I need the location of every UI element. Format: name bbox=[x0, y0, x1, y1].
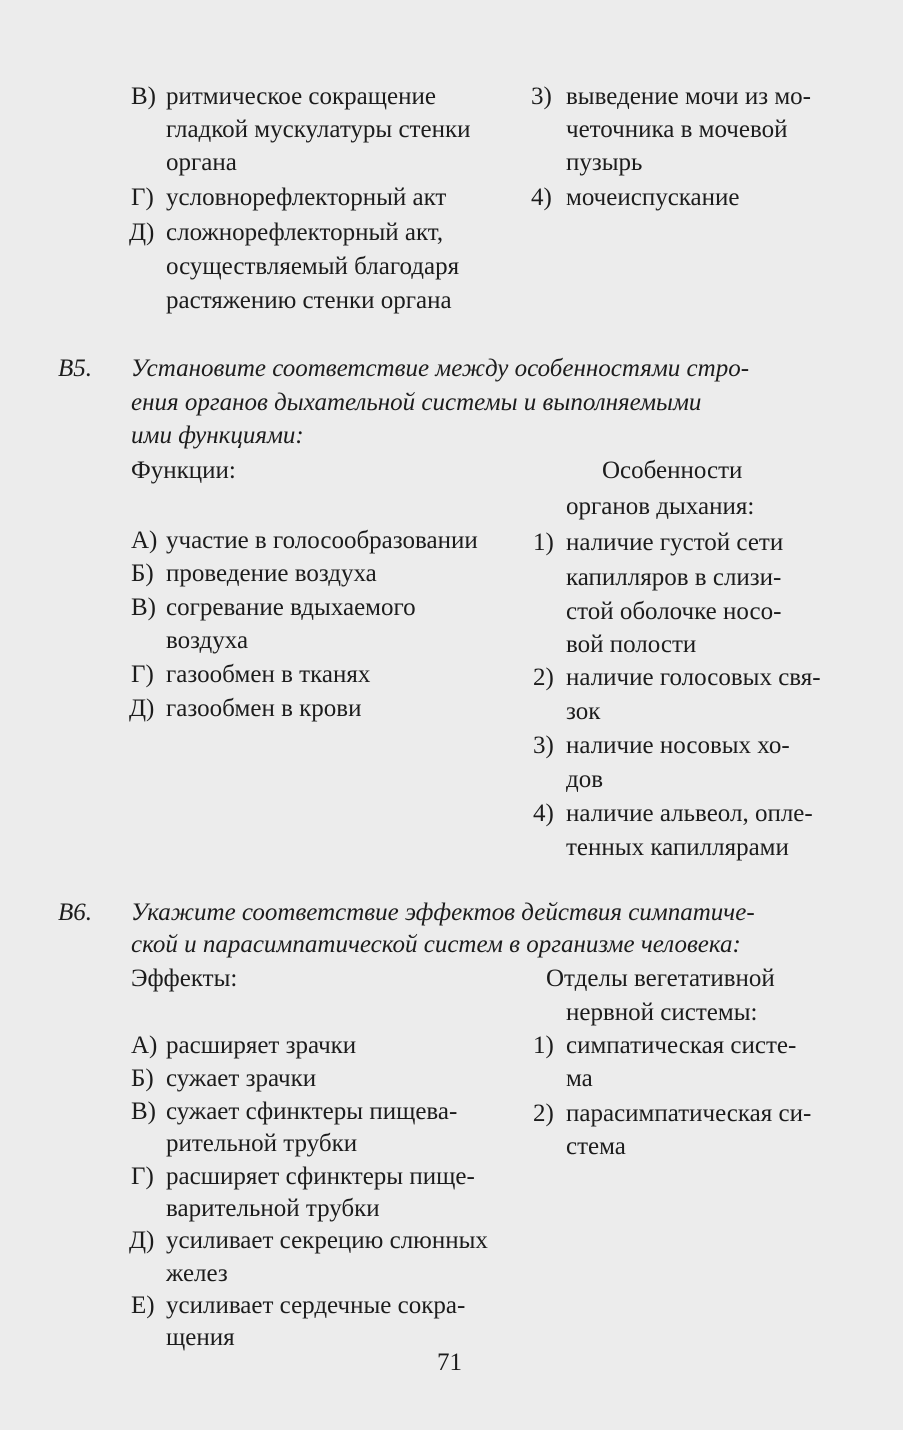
item-label: Д) bbox=[129, 1227, 155, 1254]
item-text-line: газообмен в тканях bbox=[166, 661, 371, 688]
item-label: Г) bbox=[131, 661, 154, 688]
item-text-line: согревание вдыхаемого bbox=[166, 594, 416, 621]
item-text-line: гладкой мускулатуры стенки bbox=[166, 116, 471, 143]
question-text-line: ской и парасимпатической систем в организме человека: bbox=[131, 931, 741, 958]
item-text-line: газообмен в крови bbox=[166, 695, 362, 722]
item-text-line: желез bbox=[166, 1260, 228, 1287]
item-text-line: расширяет зрачки bbox=[166, 1032, 357, 1059]
question-text-line: ения органов дыхательной системы и выполняемыми bbox=[131, 389, 702, 416]
item-label: 4) bbox=[531, 184, 552, 211]
item-text-line: зок bbox=[566, 698, 601, 725]
item-text-line: сужает сфинктеры пищева- bbox=[166, 1098, 458, 1125]
item-label: В) bbox=[131, 594, 156, 621]
item-label: 4) bbox=[533, 800, 554, 827]
item-text-line: органа bbox=[166, 149, 237, 176]
item-text-line: рительной трубки bbox=[166, 1130, 358, 1157]
item-text-line: тенных капиллярами bbox=[566, 834, 789, 861]
right-column-header-line: Особенности bbox=[602, 457, 743, 484]
question-text-line: Установите соответствие между особенностями стро- bbox=[131, 355, 750, 382]
item-text-line: стой оболочке носо- bbox=[566, 598, 782, 625]
item-text-line: четочника в мочевой bbox=[566, 116, 788, 143]
item-label: Д) bbox=[129, 695, 155, 722]
item-label: Г) bbox=[131, 1163, 154, 1190]
item-text-line: воздуха bbox=[166, 627, 249, 654]
item-label: Б) bbox=[131, 1065, 154, 1092]
question-number: В5. bbox=[58, 355, 93, 382]
item-label: 1) bbox=[533, 529, 554, 556]
item-text-line: ритмическое сокращение bbox=[166, 83, 436, 110]
item-label: А) bbox=[131, 1032, 158, 1059]
item-text-line: мочеиспускание bbox=[566, 184, 740, 211]
item-text-line: дов bbox=[566, 766, 604, 793]
item-text-line: щения bbox=[166, 1324, 235, 1351]
item-text-line: сужает зрачки bbox=[166, 1065, 317, 1092]
left-column-header: Функции: bbox=[131, 457, 236, 484]
item-text-line: варительной трубки bbox=[166, 1195, 380, 1222]
item-label: В) bbox=[131, 83, 156, 110]
right-column-header-line: Отделы вегетативной bbox=[546, 965, 775, 992]
item-label: 1) bbox=[533, 1032, 554, 1059]
item-text-line: ма bbox=[566, 1065, 593, 1092]
question-number: В6. bbox=[58, 899, 93, 926]
item-text-line: симпатическая систе- bbox=[566, 1032, 797, 1059]
left-column-header: Эффекты: bbox=[131, 965, 238, 992]
item-label: 3) bbox=[533, 732, 554, 759]
item-text-line: стема bbox=[566, 1133, 626, 1160]
item-text-line: усиливает сердечные сокра- bbox=[166, 1292, 466, 1319]
item-label: 2) bbox=[533, 1100, 554, 1127]
item-text-line: растяжению стенки органа bbox=[166, 287, 452, 314]
item-text-line: пузырь bbox=[566, 149, 643, 176]
question-text-line: Укажите соответствие эффектов действия симпатиче- bbox=[131, 899, 755, 926]
page-number: 71 bbox=[437, 1349, 462, 1376]
item-text-line: наличие альвеол, опле- bbox=[566, 800, 813, 827]
item-text-line: наличие густой сети bbox=[566, 529, 784, 556]
item-text-line: сложнорефлекторный акт, bbox=[166, 219, 444, 246]
question-text-line: ими функциями: bbox=[131, 422, 304, 449]
item-label: Д) bbox=[129, 219, 155, 246]
item-label: Е) bbox=[131, 1292, 155, 1319]
item-text-line: участие в голосообразовании bbox=[166, 527, 478, 554]
item-text-line: вой полости bbox=[566, 631, 697, 658]
item-text-line: капилляров в слизи- bbox=[566, 564, 782, 591]
item-text-line: условнорефлекторный акт bbox=[166, 184, 447, 211]
item-label: В) bbox=[131, 1098, 156, 1125]
item-text-line: парасимпатическая си- bbox=[566, 1100, 812, 1127]
right-column-header-line: органов дыхания: bbox=[566, 493, 755, 520]
item-text-line: усиливает секрецию слюнных bbox=[166, 1227, 488, 1254]
item-text-line: выведение мочи из мо- bbox=[566, 83, 811, 110]
item-text-line: осуществляемый благодаря bbox=[166, 253, 460, 280]
right-column-header-line: нервной системы: bbox=[566, 999, 758, 1026]
item-label: А) bbox=[131, 527, 158, 554]
item-label: 2) bbox=[533, 664, 554, 691]
item-label: Б) bbox=[131, 560, 154, 587]
item-label: 3) bbox=[531, 83, 552, 110]
item-text-line: наличие голосовых свя- bbox=[566, 664, 821, 691]
item-text-line: проведение воздуха bbox=[166, 560, 377, 587]
item-text-line: расширяет сфинктеры пище- bbox=[166, 1163, 475, 1190]
item-label: Г) bbox=[131, 184, 154, 211]
item-text-line: наличие носовых хо- bbox=[566, 732, 790, 759]
